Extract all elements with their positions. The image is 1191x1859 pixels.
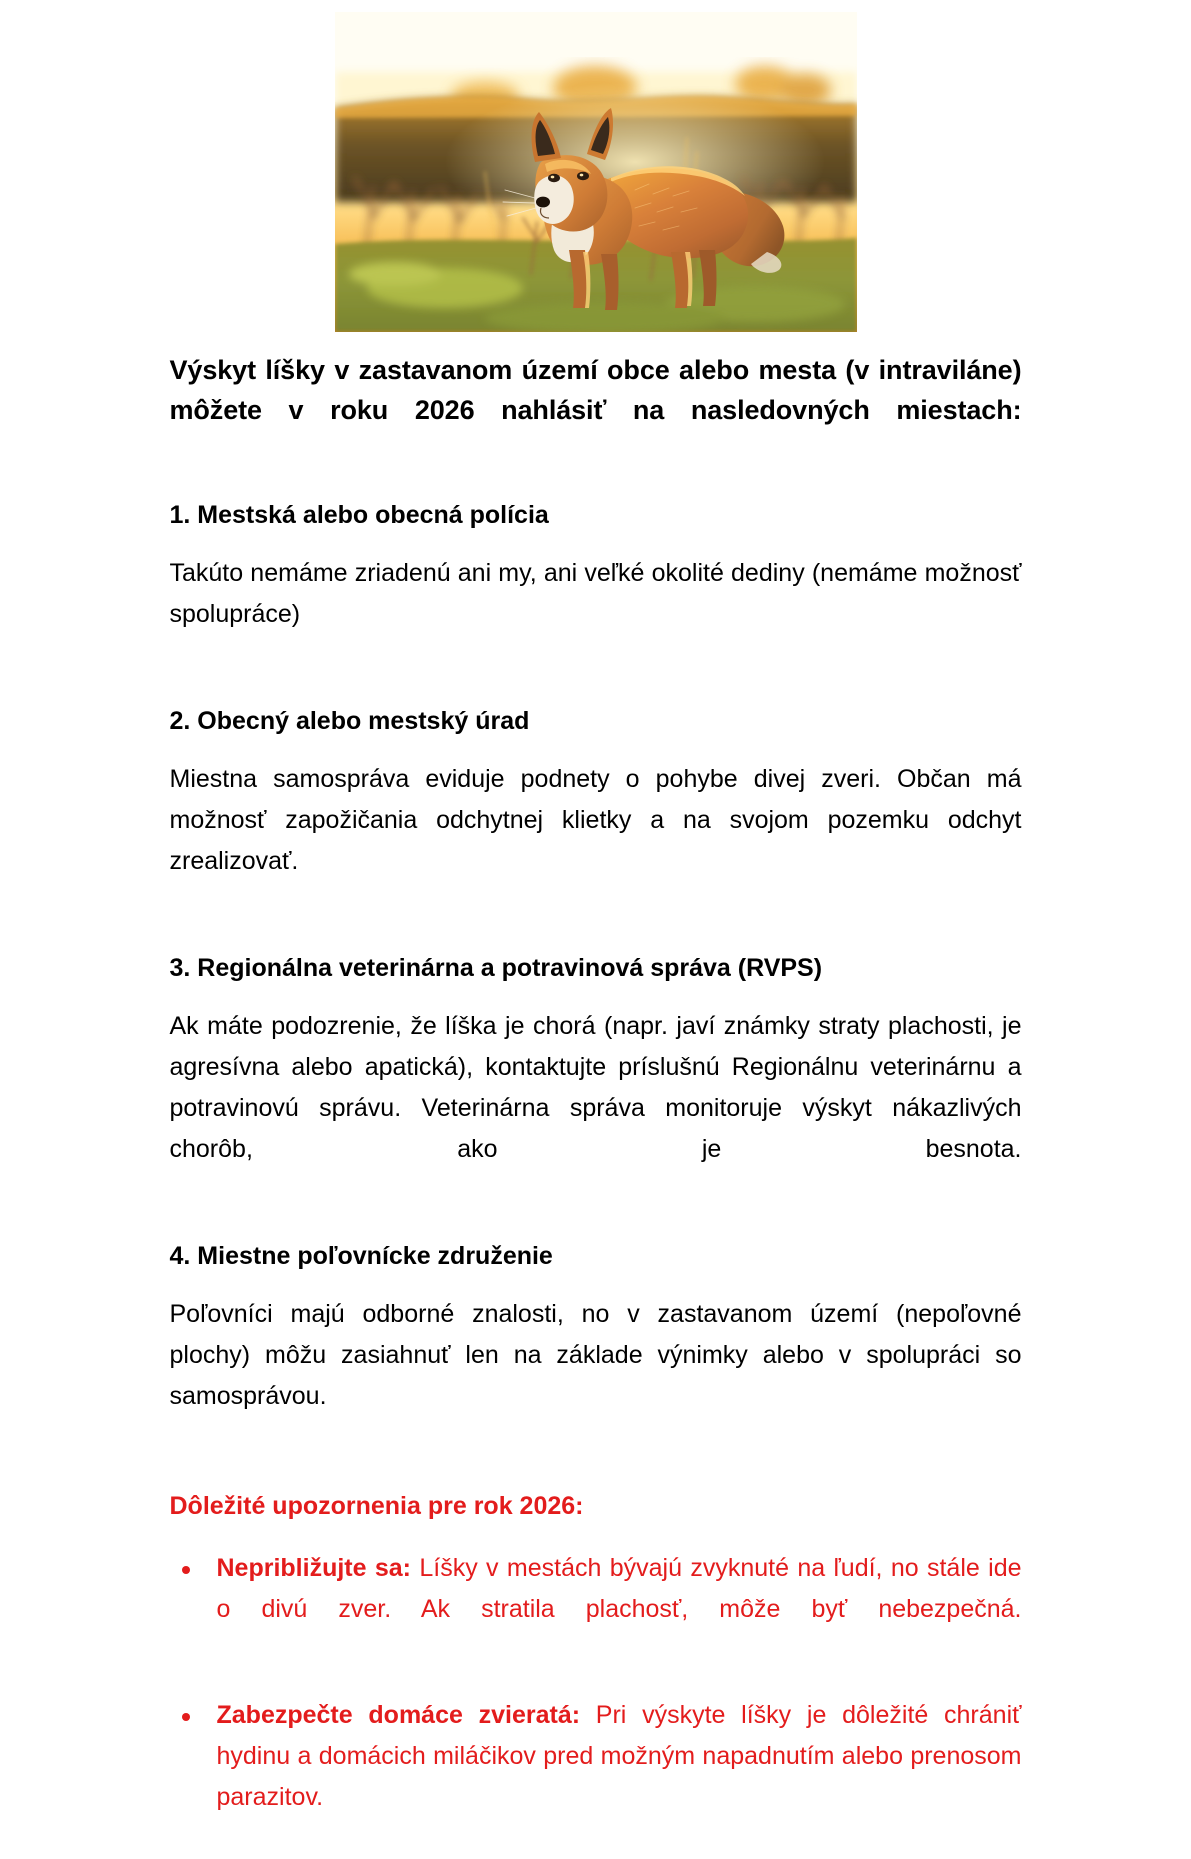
lead-paragraph: Výskyt líšky v zastavanom území obce alebo mesta (v intraviláne) môžete v roku 2026 nahlásiť na nasledovných miestach: [169, 355, 1022, 425]
section-body-1: Takúto nemáme zriadenú ani my, ani veľké okolité dediny (nemáme možnosť spolupráce) [169, 559, 1022, 628]
notice-item-text-1: Líšky v mestách bývajú zvyknuté na ľudí, no stále ide o divú zver. Ak stratila plachosť, môže byť nebezpečná. [216, 1554, 1022, 1623]
section-body-4: Poľovníci majú odborné znalosti, no v zastavanom území (nepoľovné plochy) môžu zasiahnuť len na základe výnimky alebo v spolupráci so samosprávou. [169, 1300, 1022, 1410]
section-heading-3: 3. Regionálna veterinárna a potravinová správa (RVPS) [169, 954, 823, 982]
photo-container [0, 0, 1191, 332]
document-content [170, 350, 1022, 1859]
bullet-icon [182, 1566, 190, 1574]
section-heading-4: 4. Miestne poľovnícke združenie [169, 1242, 553, 1270]
notice-item-lead-1: Nepribližujte sa: [216, 1554, 411, 1582]
notice-item-lead-2: Zabezpečte domáce zvieratá: [216, 1701, 581, 1729]
section-heading-2: 2. Obecný alebo mestský úrad [169, 707, 530, 735]
section-body-3: Ak máte podozrenie, že líška je chorá (napr. javí známky straty plachosti, je agresívna alebo apatická), kontaktujte príslušnú Regionálnu veterinárnu a potravinovú správu. Veterinárna správa monitoruje výskyt nákazlivých chorôb, ako je besnota. [169, 1012, 1022, 1163]
list-item [170, 1548, 1022, 1671]
fox-photo [335, 12, 857, 332]
list-item [170, 1695, 1022, 1859]
section-body-2: Miestna samospráva eviduje podnety o pohybe divej zveri. Občan má možnosť zapožičania odchytnej klietky a na svojom pozemku odchyt zrealizovať. [169, 765, 1022, 875]
notice-title: Dôležité upozornenia pre rok 2026: [169, 1492, 584, 1520]
notice-item-text-2: Pri výskyte líšky je dôležité chrániť hydinu a domácich miláčikov pred možným napadnutím alebo prenosom parazitov. [216, 1701, 1022, 1811]
bullet-icon [182, 1713, 190, 1721]
section-heading-1: 1. Mestská alebo obecná polícia [169, 501, 549, 529]
notice-list [170, 1548, 1022, 1859]
